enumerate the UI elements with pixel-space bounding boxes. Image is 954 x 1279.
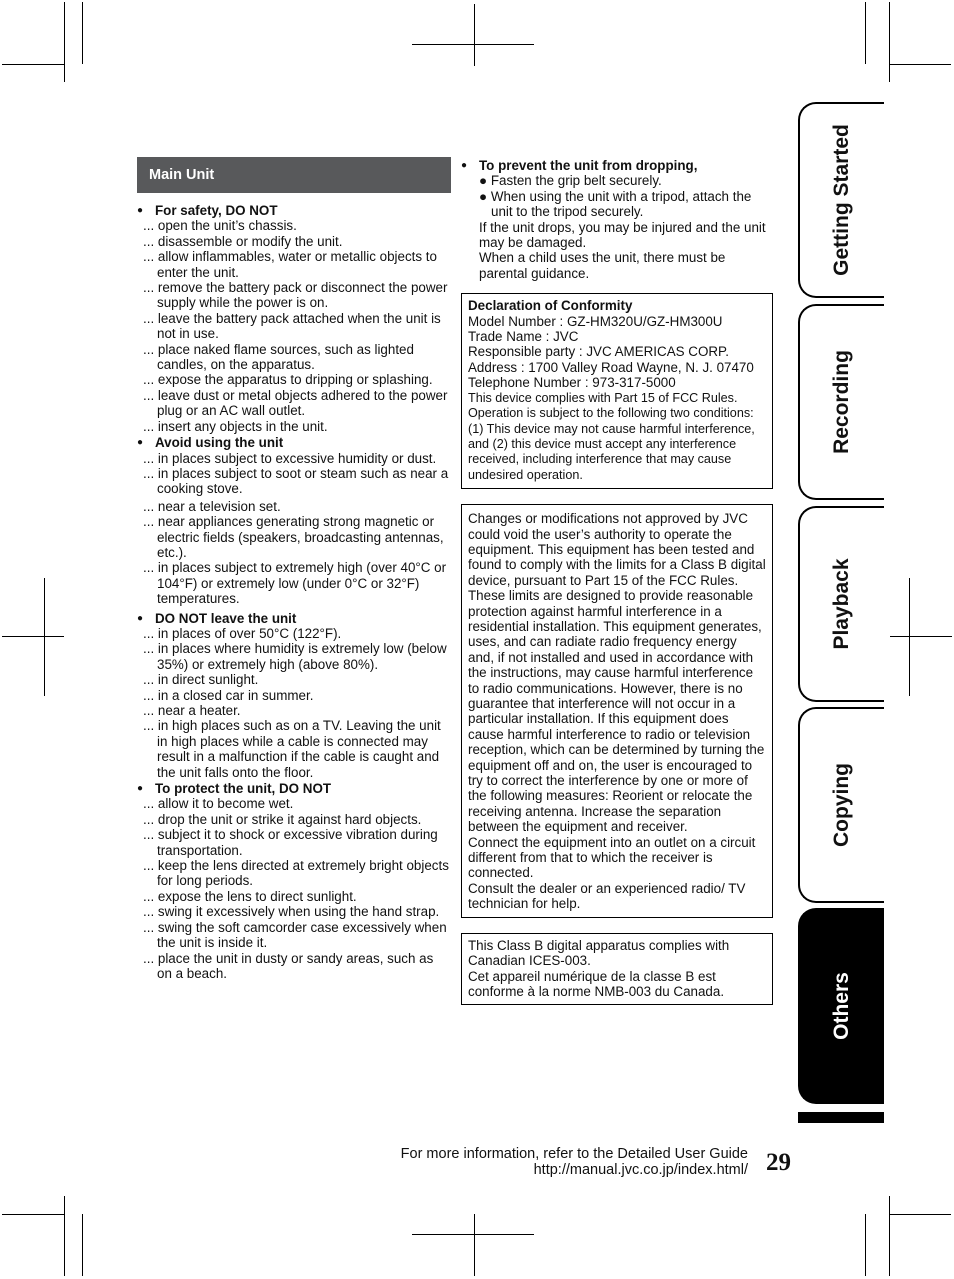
page-number: 29 <box>766 1149 791 1176</box>
precaution-item: ... near a heater. <box>143 703 241 718</box>
precaution-item: ... in direct sunlight. <box>143 672 259 688</box>
tab-getting-started[interactable]: Getting Started <box>798 102 884 298</box>
precaution-item: ... in places where humidity is extremely low (below 35%) or extremely high (above 80%). <box>143 641 447 672</box>
tab-recording[interactable]: Recording <box>798 304 884 500</box>
precaution-item: ... allow inflammables, water or metallic objects to enter the unit. <box>143 249 437 280</box>
precaution-item: ... leave the battery pack attached when the unit is not in use. <box>143 310 441 342</box>
precaution-section <box>137 203 451 434</box>
address: Address : 1700 Valley Road Wayne, N. J. 07470 <box>468 359 754 375</box>
precaution-item: ... swing the soft camcorder case excessively when the unit is inside it. <box>143 919 447 951</box>
precaution-section <box>137 435 451 606</box>
precaution-item: ... expose the lens to direct sunlight. <box>143 888 357 904</box>
precaution-item: ... remove the battery pack or disconnect the power supply while the power is on. <box>143 280 448 311</box>
canada-nmb-text: Cet appareil numérique de la classe B est conforme à la norme NMB-003 du Canada. <box>468 968 725 999</box>
precaution-sections <box>137 203 451 981</box>
precaution-item: ... disassemble or modify the unit. <box>143 233 343 249</box>
tab-copying[interactable]: Copying <box>798 707 884 903</box>
right-column <box>461 158 773 1005</box>
drop-bullet: ● When using the unit with a tripod, attach the unit to the tripod securely. <box>479 188 752 220</box>
drop-bullet: ● Fasten the grip belt securely. <box>479 173 662 189</box>
precaution-item: ... in places of over 50°C (122°F). <box>143 625 342 641</box>
model-number: Model Number : GZ-HM320U/GZ-HM300U <box>468 313 723 329</box>
precaution-item: ... leave dust or metal objects adhered to the power plug or an AC wall outlet. <box>143 387 448 419</box>
precaution-item: ... subject it to shock or excessive vibration during transportation. <box>143 827 438 858</box>
precaution-item: ... near appliances generating strong magnetic or electric fields (speakers, broadcasting antennas, etc.). <box>143 514 444 560</box>
declaration-of-conformity-box <box>461 293 773 489</box>
drop-prevention-title: ● To prevent the unit from dropping, <box>461 158 773 173</box>
footer-url[interactable]: http://manual.jvc.co.jp/index.html/ <box>533 1162 748 1178</box>
precaution-item: ... in places subject to excessive humidity or dust. <box>143 450 437 466</box>
canada-compliance-box <box>461 933 773 1006</box>
child-note: When a child uses the unit, there must be parental guidance. <box>479 250 726 281</box>
footer-reference <box>401 1146 748 1178</box>
precaution-item: ... near a television set. <box>143 498 281 514</box>
precaution-section-title: ● DO NOT leave the unit <box>137 611 451 626</box>
responsible-party: Responsible party : JVC AMERICAS CORP. <box>468 344 729 360</box>
conformity-title: Declaration of Conformity <box>468 298 633 314</box>
tab-others[interactable]: Others <box>798 908 884 1104</box>
precaution-item: ... in places subject to extremely high (over 40°C or 104°F) or extremely low (under 0°C or 32°F) temperatures. <box>143 560 447 607</box>
fcc-changes-text: Changes or modifications not approved by JVC could void the user’s authority to operate the equipment. This equipment has been tested and found to comply with the limits for a Class B digital device, pursuant to Part 15 of the FCC Rules. These limits are designed to provide reasonable protection against harmful interference in a residential installation. This equipment generates, uses, and can radiate radio frequency energy and, if not installed and used in accordance with the instructions, may cause harmful interference to radio communications. However, there is no guarantee that interference will not occur in a particular installation. If this equipment does cause harmful interference to radio or television reception, which can be determined by turning the equipment off and on, the user is encouraged to try to correct the interference by one or more of the following measures: Reorient or relocate the receiving antenna. Increase the separation between the equipment and receiver. <box>468 511 766 835</box>
precaution-section <box>137 781 451 981</box>
canada-ices-text: This Class B digital apparatus complies with Canadian ICES-003. <box>468 937 730 969</box>
precaution-item: ... keep the lens directed at extremely bright objects for long periods. <box>143 858 449 889</box>
precaution-section-title: ● For safety, DO NOT <box>137 203 451 218</box>
precaution-item: ... place naked flame sources, such as lighted candles, on the apparatus. <box>143 341 414 373</box>
precaution-item: ... allow it to become wet. <box>143 796 294 812</box>
precaution-item: ... drop the unit or strike it against hard objects. <box>143 811 422 827</box>
drop-prevention-section <box>461 158 773 281</box>
precaution-section-title: ● To protect the unit, DO NOT <box>137 781 451 796</box>
precaution-item: ... insert any objects in the unit. <box>143 418 328 434</box>
precaution-item: ... expose the apparatus to dripping or splashing. <box>143 372 433 388</box>
drop-note: If the unit drops, you may be injured and the unit may be damaged. <box>479 219 766 251</box>
precaution-item: ... open the unit’s chassis. <box>143 218 297 234</box>
precaution-item: ... swing it excessively when using the hand strap. <box>143 904 440 920</box>
precaution-item: ... in places subject to soot or steam such as near a cooking stove. <box>143 465 449 497</box>
precaution-section-title: ● Avoid using the unit <box>137 435 451 450</box>
section-header-main-unit: Main Unit <box>137 157 451 193</box>
fcc-dealer-text: Consult the dealer or an experienced radio/ TV technician for help. <box>468 880 746 912</box>
precaution-item: ... in high places such as on a TV. Leaving the unit in high places while a cable is connected may result in a malfunction if the cable is caught and the unit falls onto the floor. <box>143 718 441 780</box>
trade-name: Trade Name : JVC <box>468 329 579 345</box>
bullet-icon: ● <box>479 188 491 204</box>
precaution-section <box>137 611 451 780</box>
left-column <box>137 157 451 981</box>
precaution-item: ... place the unit in dusty or sandy areas, such as on a beach. <box>143 950 434 981</box>
footer-guide-text: For more information, refer to the Detailed User Guide <box>400 1146 748 1162</box>
tab-bottom-bar <box>798 1112 884 1123</box>
telephone-number: Telephone Number : 973-317-5000 <box>468 375 676 391</box>
tab-playback[interactable]: Playback <box>798 506 884 702</box>
fcc-outlet-text: Connect the equipment into an outlet on a circuit different from that to which the receiver is connected. <box>468 834 756 881</box>
precaution-item: ... in a closed car in summer. <box>143 687 314 703</box>
fcc-changes-box <box>461 504 773 918</box>
fcc-compliance-text: This device complies with Part 15 of FCC Rules. Operation is subject to the following two conditions: (1) This device may not cause harmful interference, and (2) this device must accept any interference received, including interference that may cause undesired operation. <box>468 390 755 482</box>
bullet-icon: ● <box>479 173 491 189</box>
